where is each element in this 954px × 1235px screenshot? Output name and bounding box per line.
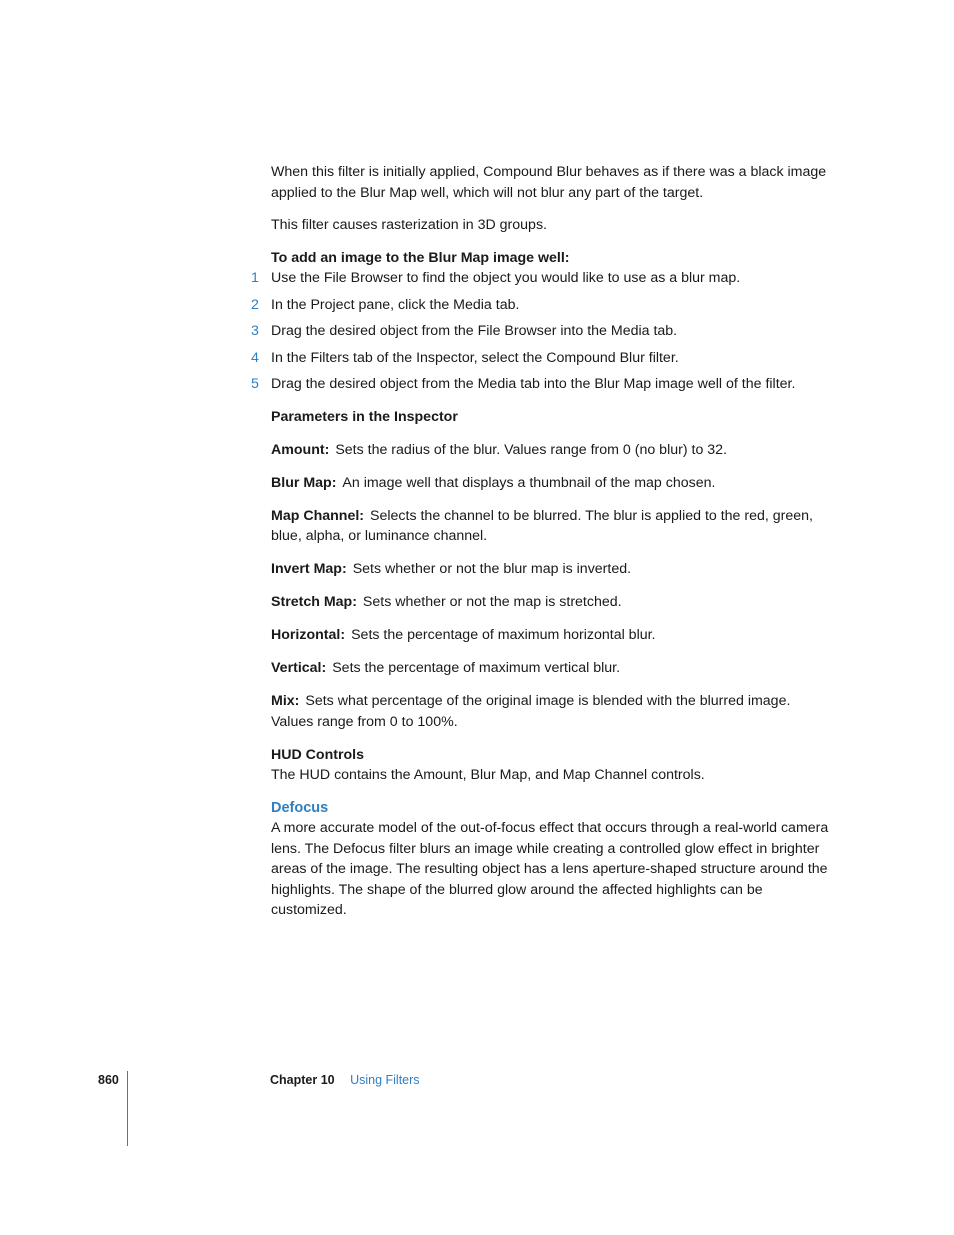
steps-heading: To add an image to the Blur Map image well: xyxy=(271,249,570,266)
step-item xyxy=(251,374,831,395)
defocus-text: A more accurate model of the out-of-focus effect that occurs through a real-world camera lens. The Defocus filter blurs an image while creating a controlled glow effect in brighter areas of the image. The resulting object has a lens aperture-shaped structure around the highlights. The shape of the blurred glow around the affected highlights can be customized. xyxy=(271,820,829,918)
param-text: Selects the channel to be blurred. The blur is applied to the red, green, blue, alpha, or luminance channel. xyxy=(271,507,814,544)
step-number: 4 xyxy=(251,349,259,366)
param-label: Mix: xyxy=(271,693,300,709)
param-stretch-map xyxy=(271,592,831,613)
step-number: 5 xyxy=(251,376,259,392)
param-label: Map Channel: xyxy=(271,507,365,524)
intro-paragraph-2: This filter causes rasterization in 3D groups. xyxy=(271,217,547,233)
chapter-footer xyxy=(270,1073,420,1087)
chapter-label: Chapter 10 xyxy=(270,1073,335,1087)
step-text: Drag the desired object from the Media tab into the Blur Map image well of the filter. xyxy=(271,376,796,392)
param-text: Sets whether or not the blur map is inverted. xyxy=(352,561,632,577)
param-text: Sets the percentage of maximum vertical blur. xyxy=(332,660,621,676)
page-number: 860 xyxy=(98,1073,119,1087)
param-map-channel xyxy=(271,506,831,547)
step-text: In the Project pane, click the Media tab. xyxy=(271,296,520,313)
page-content xyxy=(251,162,831,933)
param-text: Sets whether or not the map is stretched. xyxy=(362,594,622,610)
param-vertical xyxy=(271,658,831,679)
param-text: Sets what percentage of the original image is blended with the blurred image. Values range from 0 to 100%. xyxy=(271,693,791,730)
steps-list xyxy=(251,268,831,395)
param-label: Vertical: xyxy=(271,660,327,676)
defocus-title: Defocus xyxy=(271,799,329,816)
step-number: 1 xyxy=(251,270,259,286)
chapter-title-link[interactable]: Using Filters xyxy=(350,1073,420,1087)
param-text: An image well that displays a thumbnail of the map chosen. xyxy=(342,474,716,491)
step-text: In the Filters tab of the Inspector, select the Compound Blur filter. xyxy=(271,349,679,366)
footer-divider xyxy=(127,1071,128,1146)
param-horizontal xyxy=(271,625,831,646)
intro-paragraph-1: When this filter is initially applied, Compound Blur behaves as if there was a black image applied to the Blur Map well, which will not blur any part of the target. xyxy=(271,164,827,201)
step-item xyxy=(251,295,831,316)
step-item xyxy=(251,321,831,342)
param-text: Sets the percentage of maximum horizontal blur. xyxy=(351,627,656,643)
param-label: Amount: xyxy=(271,441,330,458)
param-invert-map xyxy=(271,559,831,580)
param-mix xyxy=(271,691,831,732)
step-number: 3 xyxy=(251,323,259,339)
param-blur-map xyxy=(271,473,831,494)
step-text: Drag the desired object from the File Browser into the Media tab. xyxy=(271,323,678,339)
step-item xyxy=(251,348,831,369)
param-label: Stretch Map: xyxy=(271,594,357,610)
param-label: Blur Map: xyxy=(271,474,337,491)
parameters-heading: Parameters in the Inspector xyxy=(271,408,458,425)
param-text: Sets the radius of the blur. Values range from 0 (no blur) to 32. xyxy=(335,441,727,458)
step-item xyxy=(251,268,831,289)
param-label: Horizontal: xyxy=(271,627,346,643)
param-label: Invert Map: xyxy=(271,561,347,577)
param-amount xyxy=(271,440,831,461)
hud-heading: HUD Controls xyxy=(271,746,365,763)
hud-text: The HUD contains the Amount, Blur Map, and Map Channel controls. xyxy=(271,767,705,783)
step-text: Use the File Browser to find the object you would like to use as a blur map. xyxy=(271,270,741,286)
step-number: 2 xyxy=(251,296,259,313)
